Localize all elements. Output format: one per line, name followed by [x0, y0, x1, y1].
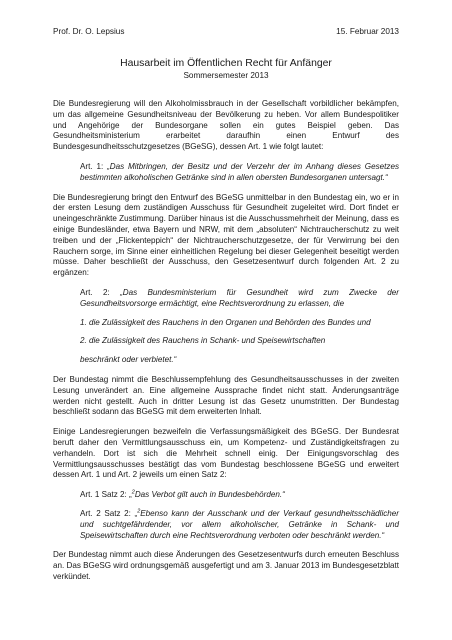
document-body	[53, 99, 399, 583]
document-title: Hausarbeit im Öffentlichen Recht für Anfänger	[120, 58, 332, 69]
header-author: Prof. Dr. O. Lepsius	[53, 27, 125, 36]
quote-art-2-text: „Das Bundesministerium für Gesundheit wird zum Zwecke der Gesundheitsvorsorge ermächtigt, eine Rechtsverordnung zu erlassen, die	[80, 287, 400, 308]
quote-art-2-satz-2	[53, 509, 399, 541]
quote-art-1-satz-2-text: Das Verbot gilt auch in Bundesbehörden.“	[134, 490, 285, 500]
quote-art-2-satz-2-open: „	[134, 508, 138, 518]
header-date: 15. Februar 2013	[336, 27, 399, 36]
quote-art-2-item-1: 1. die Zulässigkeit des Rauchens in den Organen und Behörden des Bundes und	[80, 317, 371, 327]
quote-art-2-item-2: 2. die Zulässigkeit des Rauchens in Schank- und Speisewirtschaften	[80, 336, 326, 346]
quote-art-2-satz-2-text: Ebenso kann der Ausschank und der Verkauf gesundheitsschädlicher und suchtgefährdender, vor allem alkoholischer, Getränke in Schank- und Speisewirtschaften durch eine Rechtsverordnung verboten oder beschränkt werden.“	[80, 508, 399, 540]
paragraph-vermittlungsausschuss: Einige Landesregierungen bezweifeln die Verfassungsmäßigkeit des BGeSG. Der Bundesrat beruft daher den Vermittlungsausschuss ein, um Kompetenz- und Zuständigkeitsfragen zu verhandeln. Dort ist sich die Mehrheit schnell einig. Der Einigungsvorschlag des Vermittlungsausschusses bestätigt das vom Bundestag beschlossene BGeSG und erweitert dessen Art. 1 und Art. 2 jeweils um einen Satz 2:	[53, 427, 399, 480]
paragraph-final: Der Bundestag nimmt auch diese Änderungen des Gesetzesentwurfs durch erneuten Beschluss an. Das BGeSG wird ordnungsgemäß ausgefertigt und am 3. Januar 2013 im Bundesgesetzblatt verkündet.	[53, 550, 399, 581]
quote-art-1-text: „Das Mitbringen, der Besitz und der Verzehr der im Anhang dieses Gesetzes bestimmten alkoholischen Getränke sind in allen obersten Bundesorganen untersagt.“	[80, 161, 399, 182]
quote-art-2-satz-2-lead: Art. 2 Satz 2:	[80, 508, 135, 518]
quote-art-1-satz-2-open: „	[129, 490, 132, 500]
quote-art-1-lead: Art. 1:	[80, 161, 108, 171]
quote-art-2	[53, 288, 399, 310]
paragraph-bundestag: Der Bundestag nimmt die Beschlussempfehlung des Gesundheitsausschusses in der zweiten Lesung unverändert an. Eine allgemeine Aussprache findet nicht statt. Änderungsanträge werden nicht gestellt. Auch in dritter Lesung ist das Gesetz unumstritten. Der Bundestag beschließt sodann das BGeSG mit dem erweiterten Inhalt.	[53, 374, 399, 417]
quote-art-1-satz-2	[53, 490, 399, 501]
paragraph-intro: Die Bundesregierung will den Alkoholmissbrauch in der Gesellschaft vorbildlicher bekämpfen, um das allgemeine Gesundheitsniveau der Bevölkerung zu heben. Vor allem Bundespolitiker und Angehörige der Bundesorgane sollen ein gutes Beispiel geben. Das Gesundheitsministerium erarbeitet daraufhin einen Entwurf des Bundesgesundheitsschutzgesetzes (BGeSG), dessen Art. 1 wie folgt lautet:	[53, 99, 399, 152]
quote-art-2-end: beschränkt oder verbietet.“	[80, 355, 177, 365]
quote-art-1-satz-2-sup: 2	[131, 489, 135, 496]
paragraph-committee: Die Bundesregierung bringt den Entwurf des BGeSG unmittelbar in den Bundestag ein, wo er in der ersten Lesung dem zuständigen Ausschuss für Gesundheit zugeleitet wird. Dort findet er uneingeschränkte Zustimmung. Darüber hinaus ist die Ausschussmehrheit der Meinung, dass es einige Bundesländer, etwa Bayern und NRW, mit dem „absoluten“ Nichtraucherschutz zu weit treiben und der „Flickenteppich“ der Nichtraucherschutzgesetze, der für Verwirrung bei den Rauchern sorge, im Sinne einer einheitlichen Regelung bei dieser Gelegenheit beseitigt werden müsse. Daher beschließt der Ausschuss, den Gesetzesentwurf durch folgenden Art. 2 zu ergänzen:	[53, 192, 399, 278]
quote-art-2-lead: Art. 2:	[80, 287, 121, 297]
quote-art-1-satz-2-lead: Art. 1 Satz 2:	[80, 490, 130, 500]
quote-art-2-satz-2-sup: 2	[137, 508, 141, 515]
quote-art-1	[53, 162, 399, 184]
document-subtitle: Sommersemester 2013	[183, 71, 269, 80]
title-block	[40, 57, 412, 81]
